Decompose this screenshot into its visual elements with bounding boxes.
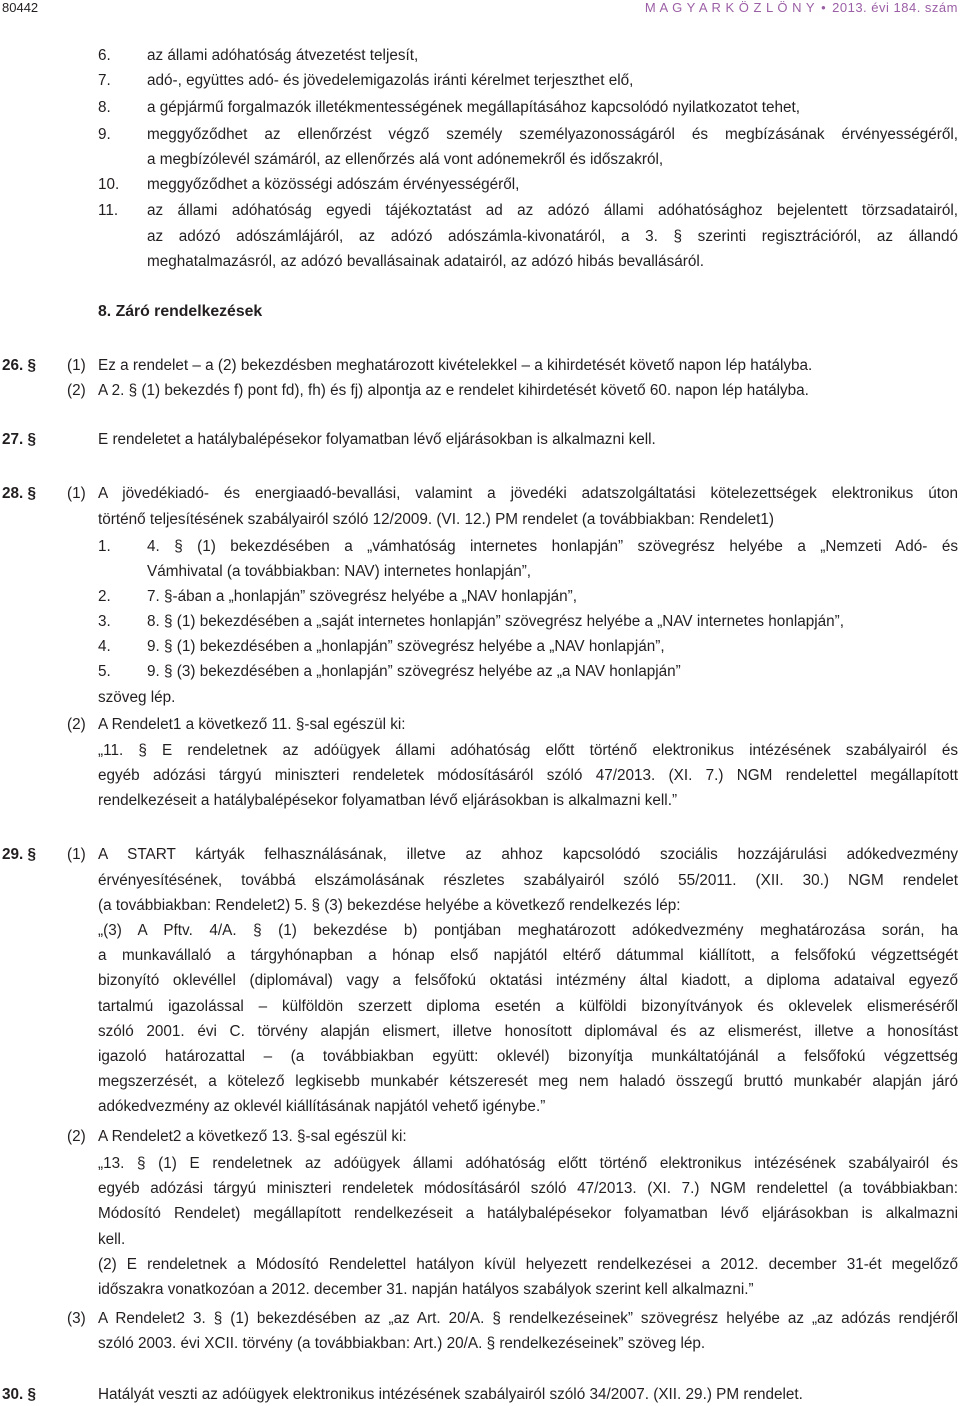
quote-line: szóló 2001. évi C. törvény alapján elismert, illetve honosított diplomával és az elismerést, illetve a honosítást: [98, 1023, 958, 1040]
list-item: 8. § (1) bekezdésében a „saját internetes honlapján” szövegrész helyébe a „NAV internetes honlapján”,: [147, 613, 844, 630]
paragraph-text: Hatályát veszti az adóügyek elektronikus intézésének szabályairól szóló 34/2007. (XII. 29.) PM rendelet.: [98, 1386, 803, 1403]
paragraph-text: A START kártyák felhasználásának, illetve az ahhoz kapcsolódó szociális hozzájárulási adókedvezmény: [98, 846, 958, 863]
paragraph-label: 26. §: [2, 357, 37, 374]
list-item: 9. § (3) bekezdésében a „honlapján” szövegrész helyébe az „a NAV honlapján”: [147, 663, 681, 680]
quote-line: a munkavállaló a tárgyhónapban a hónap első napjától eltérő dátummal kiállított, a felsőfokú végzettségét: [98, 947, 958, 964]
page-number: 80442: [2, 0, 39, 15]
list-item: meggyőződhet a közösségi adószám érvényességéről,: [147, 176, 520, 193]
list-item: adó-, együttes adó- és jövedelemigazolás iránti kérelmet terjeszthet elő,: [147, 72, 634, 89]
paragraph-text: Ez a rendelet – a (2) bekezdésben meghatározott kivételekkel – a kihirdetését követő napon lép hatályba.: [98, 357, 813, 374]
list-number: 7.: [98, 72, 111, 89]
quote-line: megszerzését, a kötelező legkisebb munkabér kétszeresét meg nem haladó összegű bruttó munkabér alapján járó: [98, 1073, 958, 1090]
quote-line: egyéb adózási tárgyú miniszteri rendeletek módosításáról szóló 47/2013. (XI. 7.) NGM rendelettel megállapított: [98, 767, 958, 784]
quote-line: időszakra vonatkozóan a 2012. december 31. napján hatályos szabályok szerint kell alkalmazni.”: [98, 1281, 754, 1298]
quote-line: adókedvezmény az oklevél kiállításának napjától vehető igénybe.”: [98, 1098, 546, 1115]
quote-line: (2) E rendeletnek a Módosító Rendelettel hatályon kívül helyezett rendelkezései a 2012. december 31-ét megelőző: [98, 1256, 958, 1273]
list-item: 9. § (1) bekezdésében a „honlapján” szövegrész helyébe a „NAV honlapján”,: [147, 638, 665, 655]
list-item: 7. §-ában a „honlapján” szövegrész helyébe a „NAV honlapján”,: [147, 588, 577, 605]
quote-line: bizonyító oklevéllel (diplomával) vagy a felsőfokú oktatási intézmény által kiadott, a diploma adataival egyező: [98, 972, 958, 989]
paragraph-text: történő teljesítésének szabályairól szóló 12/2009. (VI. 12.) PM rendelet (a továbbiakban: Rendelet1): [98, 511, 775, 528]
list-item: meggyőződhet az ellenőrzést végző személy személyazonosságáról és megbízásának érvényességéről,: [147, 126, 958, 143]
quote-line: igazoló határozattal – (a továbbiakban együtt: oklevél) bizonyítja munkáltatójánál a felsőfokú végzettség: [98, 1048, 958, 1065]
paragraph-text: E rendeletet a hatálybalépésekor folyamatban lévő eljárásokban is alkalmazni kell.: [98, 431, 656, 448]
quote-line: „(3) A Pftv. 4/A. § (1) bekezdése b) pontjában meghatározott adókedvezmény meghatározása során, ha: [98, 922, 958, 939]
paragraph-text: (a továbbiakban: Rendelet2) 5. § (3) bekezdése helyébe a következő rendelkezés lép:: [98, 897, 681, 914]
list-number: 6.: [98, 47, 111, 64]
list-item: az állami adóhatóság átvezetést teljesít,: [147, 47, 419, 64]
paragraph-text: A Rendelet1 a következő 11. §-sal egészül ki:: [98, 716, 406, 733]
paragraph-label: 29. §: [2, 846, 37, 863]
quote-line: egyéb adózási tárgyú miniszteri rendeletek módosításáról szóló 47/2013. (XI. 7.) NGM rendelettel (a továbbiakban:: [98, 1180, 958, 1197]
list-number: 3.: [98, 613, 111, 630]
subparagraph-number: (2): [67, 1128, 86, 1145]
quote-line: „11. § E rendeletnek az adóügyek állami adóhatóság előtt történő elektronikus intézésének szabályairól és: [98, 742, 958, 759]
subparagraph-number: (1): [67, 485, 86, 502]
paragraph-text: szóló 2003. évi XCII. törvény (a továbbiakban: Art.) 20/A. § rendelkezéseinek” szöveg lép.: [98, 1335, 706, 1352]
paragraph-label: 27. §: [2, 431, 37, 448]
quote-line: kell.: [98, 1231, 126, 1248]
list-number: 11.: [98, 202, 119, 219]
subparagraph-number: (1): [67, 846, 86, 863]
list-item: a gépjármű forgalmazók illetékmentességének megállapításához kapcsolódó nyilatkozatot tehet,: [147, 99, 801, 116]
issue-label: 2013. évi 184. szám: [832, 0, 958, 15]
paragraph-text: A jövedékiadó- és energiaadó-bevallási, valamint a jövedéki adatszolgáltatási kötelezettségek elektronikus úton: [98, 485, 958, 502]
subparagraph-number: (2): [67, 716, 86, 733]
list-number: 9.: [98, 126, 111, 143]
list-item: az állami adóhatóság egyedi tájékoztatást ad az adózó állami adóhatósághoz bejelentett törzsadatairól,: [147, 202, 958, 219]
list-item: az adózó adószámlájáról, az adózó adószámla-kivonatáról, a 3. § szerinti regisztrációról, az állandó: [147, 228, 958, 245]
paragraph-text: érvényesítésének, továbbá elszámolásának részletes szabályairól szóló 55/2011. (XII. 30.) NGM rendelet: [98, 872, 958, 889]
list-number: 4.: [98, 638, 111, 655]
journal-title: M A G Y A R K Ö Z L Ö N Y: [644, 0, 816, 15]
list-item: meghatalmazásról, az adózó bevallásainak adatairól, az adózó hibás bevallásáról.: [147, 253, 704, 270]
paragraph-text: A Rendelet2 3. § (1) bekezdésében az „az Art. 20/A. § rendelkezéseinek” szövegrész helyébe az „az adózás rendjéről: [98, 1310, 958, 1327]
list-number: 2.: [98, 588, 111, 605]
subparagraph-number: (1): [67, 357, 86, 374]
quote-line: Módosító Rendelet) megállapított rendelkezéseit a hatálybalépésekor folyamatban lévő eljárásokban is alkalmazni: [98, 1205, 958, 1222]
list-item: a megbízólevél számáról, az ellenőrzés alá vont adónemekről és időszakról,: [147, 151, 664, 168]
quote-line: rendelkezéseit a hatálybalépésekor folyamatban lévő eljárásokban is alkalmazni kell.”: [98, 792, 678, 809]
subparagraph-number: (2): [67, 382, 86, 399]
quote-line: „13. § (1) E rendeletnek az adóügyek állami adóhatóság előtt történő elektronikus intézésének szabályairól és: [98, 1155, 958, 1172]
paragraph-label: 28. §: [2, 485, 37, 502]
running-header: [645, 0, 958, 15]
section-title: 8. Záró rendelkezések: [98, 303, 263, 320]
paragraph-text: A 2. § (1) bekezdés f) pont fd), fh) és fj) alpontja az e rendelet kihirdetését követő 60. napon lép hatályba.: [98, 382, 809, 399]
paragraph-label: 30. §: [2, 1386, 37, 1403]
list-number: 8.: [98, 99, 111, 116]
paragraph-text: A Rendelet2 a következő 13. §-sal egészül ki:: [98, 1128, 407, 1145]
quote-line: tartalmú igazolással – külföldön szerzett diploma esetén a külföldi bizonyítványok és oklevelek elismeréséről: [98, 998, 958, 1015]
paragraph-text: szöveg lép.: [98, 689, 176, 706]
list-item: Vámhivatal (a továbbiakban: NAV) internetes honlapján”,: [147, 563, 532, 580]
list-number: 1.: [98, 538, 111, 555]
subparagraph-number: (3): [67, 1310, 86, 1327]
list-item: 4. § (1) bekezdésében a „vámhatóság internetes honlapján” szövegrész helyébe a „Nemzeti Adó- és: [147, 538, 958, 555]
bullet: •: [821, 0, 827, 15]
list-number: 10.: [98, 176, 120, 193]
list-number: 5.: [98, 663, 111, 680]
